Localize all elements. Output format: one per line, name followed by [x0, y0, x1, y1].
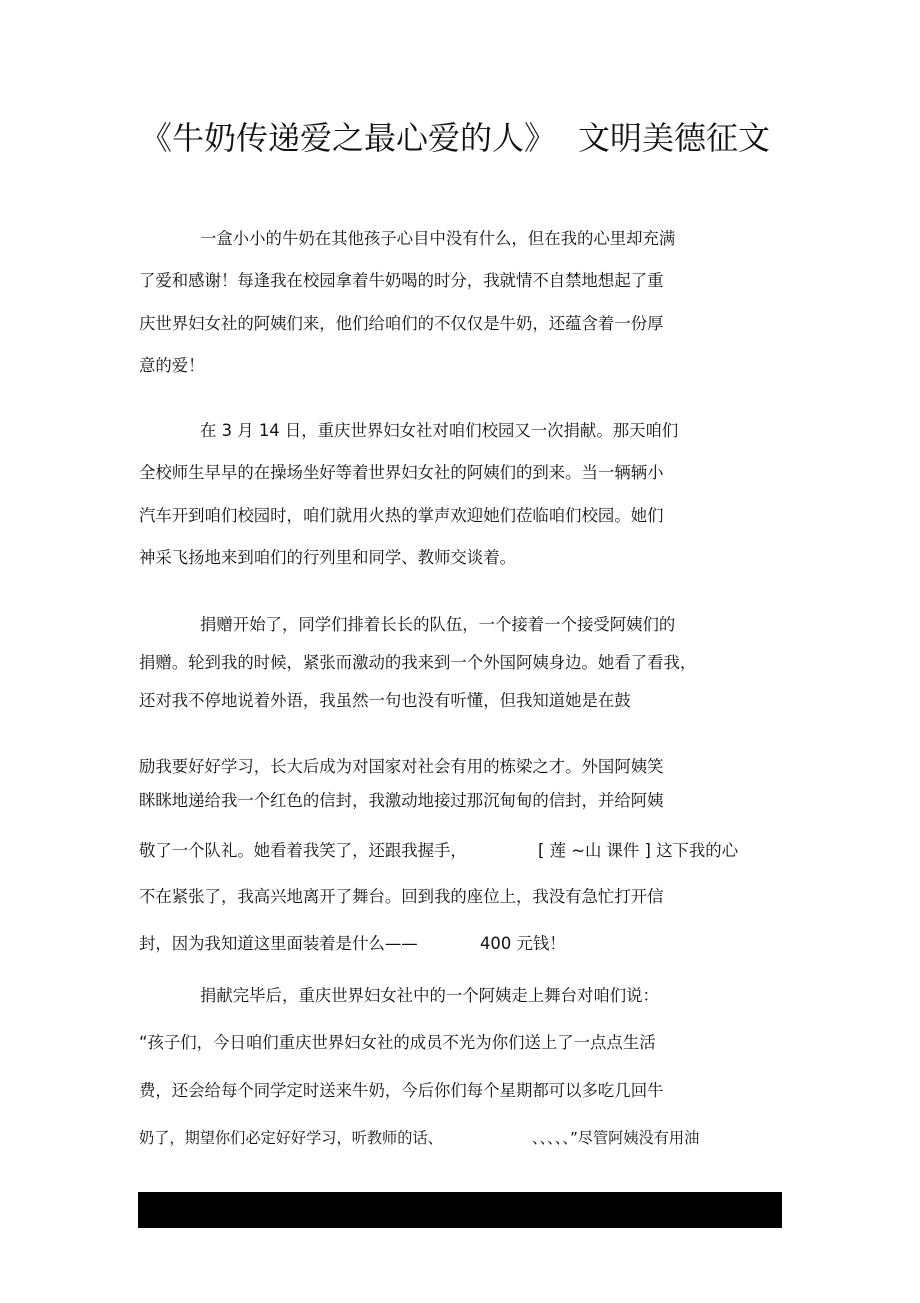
- document-title: [140, 116, 840, 166]
- paragraph-line-segment: 奶了，期望你们必定好好学习，听教师的话、: [139, 1129, 443, 1147]
- paragraph-line: 一盒小小的牛奶在其他孩子心目中没有什么，但在我的心里却充满: [200, 229, 676, 248]
- paragraph-line: 还对我不停地说着外语，我虽然一句也没有听懂，但我知道她是在鼓: [139, 691, 631, 710]
- paragraph-line: 捐献完毕后，重庆世界妇女社中的一个阿姨走上舞台对咱们说：: [200, 986, 659, 1005]
- paragraph-line: 捐赠。轮到我的时候，紧张而激动的我来到一个外国阿姨身边。她看了看我，: [139, 653, 697, 672]
- paragraph-line-segment: [ 莲 ~山 课件 ] 这下我的心: [538, 841, 739, 860]
- paragraph-line-segment: 400 元钱！: [480, 934, 566, 953]
- paragraph-line: 励我要好好学习，长大后成为对国家对社会有用的栋梁之才。外国阿姨笑: [139, 757, 664, 776]
- redaction-bar: [138, 1192, 782, 1228]
- paragraph-line: 了爱和感谢！每逢我在校园拿着牛奶喝的时分，我就情不自禁地想起了重: [139, 271, 664, 290]
- paragraph-line: 汽车开到咱们校园时，咱们就用火热的掌声欢迎她们莅临咱们校园。她们: [139, 506, 664, 525]
- paragraph-line: 费，还会给每个同学定时送来牛奶，今后你们每个星期都可以多吃几回牛: [139, 1081, 664, 1100]
- paragraph-line: 在 3 月 14 日，重庆世界妇女社对咱们校园又一次捐献。那天咱们: [200, 421, 679, 440]
- paragraph-line: 捐赠开始了，同学们排着长长的队伍，一个接着一个接受阿姨们的: [200, 615, 676, 634]
- title-subtitle: 文明美德征文: [578, 119, 771, 157]
- paragraph-line: 意的爱！: [139, 356, 205, 375]
- paragraph-line: 眯眯地递给我一个红色的信封，我激动地接过那沉甸甸的信封，并给阿姨: [139, 791, 664, 810]
- paragraph-line-segment: 封，因为我知道这里面装着是什么——: [139, 934, 418, 953]
- paragraph-line: 庆世界妇女社的阿姨们来，他们给咱们的不仅仅是牛奶，还蕴含着一份厚: [139, 314, 664, 333]
- paragraph-line-segment: 敬了一个队礼。她看着我笑了，还跟我握手，: [139, 841, 467, 860]
- paragraph-line: 神采飞扬地来到咱们的行列里和同学、教师交谈着。: [139, 548, 516, 567]
- paragraph-line: 全校师生早早的在操场坐好等着世界妇女社的阿姨们的到来。当一辆辆小: [139, 463, 664, 482]
- paragraph-line: “孩子们，今日咱们重庆世界妇女社的成员不光为你们送上了一点点生活: [139, 1033, 656, 1052]
- title-main: 《牛奶传递爱之最心爱的人》: [140, 119, 557, 157]
- paragraph-line: 不在紧张了，我高兴地离开了舞台。回到我的座位上，我没有急忙打开信: [139, 887, 664, 906]
- paragraph-line-segment: 、、、、、”尽管阿姨没有用油: [532, 1129, 700, 1147]
